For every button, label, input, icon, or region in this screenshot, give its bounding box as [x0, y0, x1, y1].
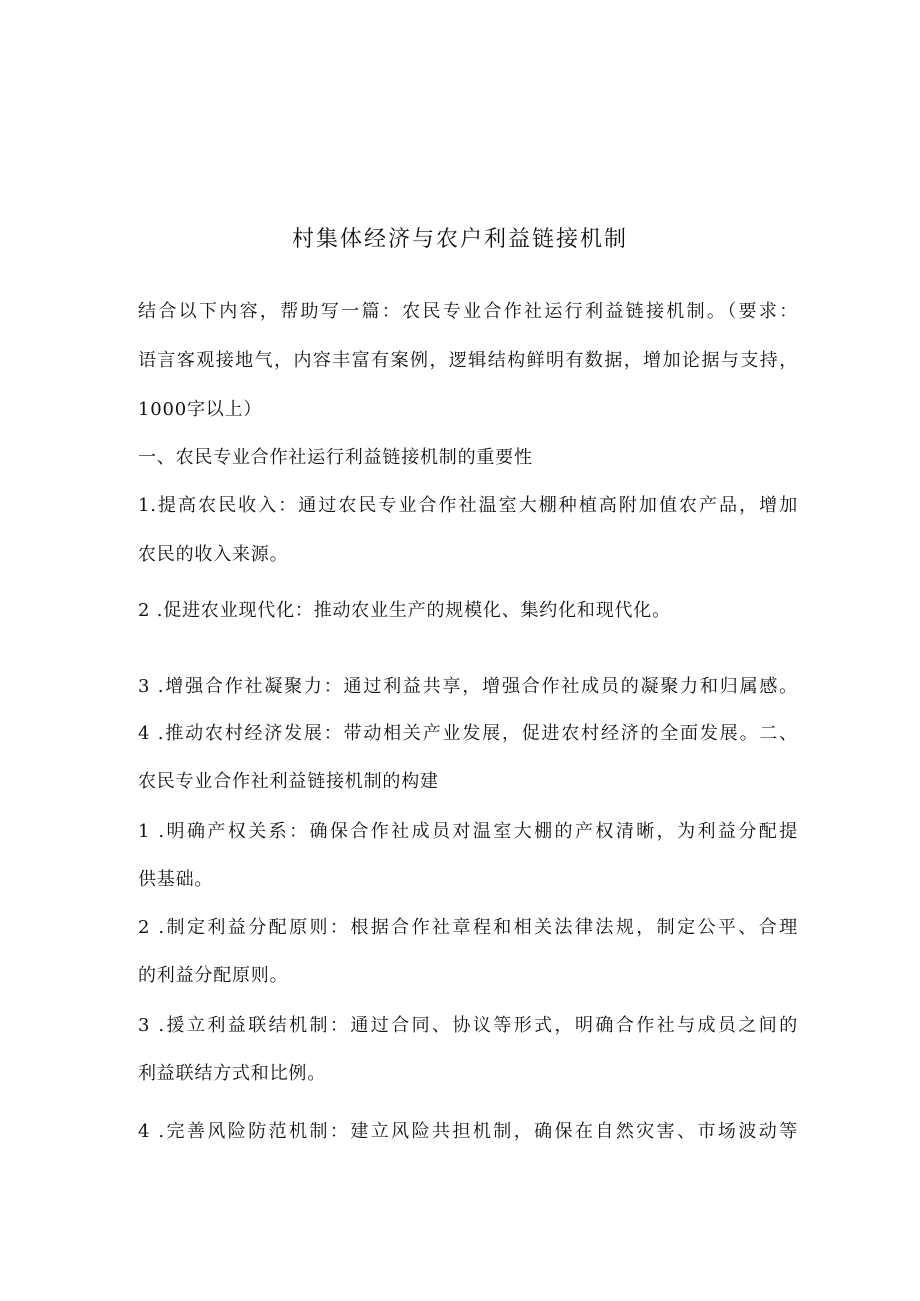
section-heading: 农民专业合作社利益链接机制的构建 — [138, 771, 439, 792]
body-line: 的利益分配原则。 — [138, 965, 289, 986]
body-line: 2 .制定利益分配原则：根据合作社章程和相关法律法规，制定公平、合理 — [138, 917, 798, 938]
body-line: 1.提高农民收入：通过农民专业合作社温室大棚种植高附加值农产品，增加 — [138, 495, 798, 516]
body-line: 1000字以上） — [138, 399, 263, 420]
body-line: 供基础。 — [138, 869, 214, 890]
section-heading: 一、农民专业合作社运行利益链接机制的重要性 — [138, 447, 533, 468]
body-line: 4 .完善风险防范机制：建立风险共担机制，确保在自然灾害、市场波动等 — [138, 1121, 798, 1142]
body-line: 结合以下内容，帮助写一篇：农民专业合作社运行利益链接机制。（要求： — [138, 301, 798, 322]
body-line: 利益联结方式和比例。 — [138, 1063, 326, 1084]
document-title: 村集体经济与农户利益链接机制 — [291, 227, 628, 252]
body-line: 1 .明确产权关系：确保合作社成员对温室大棚的产权清晰，为利益分配提 — [138, 821, 798, 842]
body-line: 4 .推动农村经济发展：带动相关产业发展，促进农村经济的全面发展。二、 — [138, 723, 798, 744]
body-line: 语言客观接地气，内容丰富有案例，逻辑结构鲜明有数据，增加论据与支持， — [138, 350, 798, 371]
body-line: 2 .促进农业现代化：推动农业生产的规模化、集约化和现代化。 — [138, 600, 671, 621]
body-line: 3 .增强合作社凝聚力：通过利益共享，增强合作社成员的凝聚力和归属感。 — [138, 676, 798, 697]
body-line: 农民的收入来源。 — [138, 544, 289, 565]
body-line: 3 .援立利益联结机制：通过合同、协议等形式，明确合作社与成员之间的 — [138, 1015, 798, 1036]
